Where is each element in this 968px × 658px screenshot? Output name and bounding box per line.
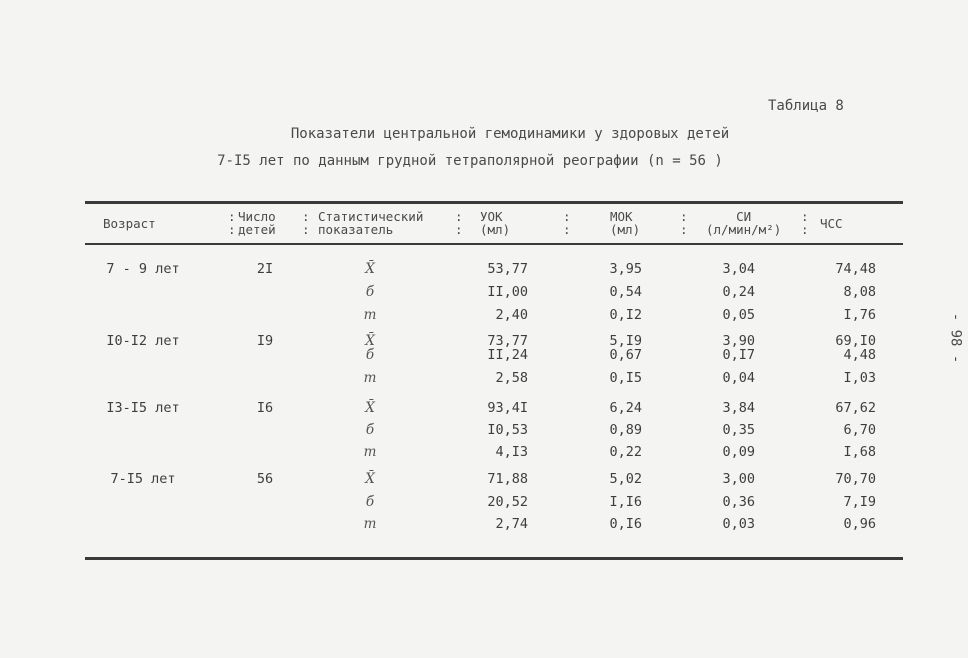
children-count: 56 [256,471,274,487]
header-separator: : : [228,209,236,237]
chss-value: 7,I9 [843,494,876,510]
header-ucv: УОК (мл) [480,209,511,237]
header-age: Возраст [103,216,156,231]
page-number: - 98 - [947,312,964,364]
header-separator: : : [801,209,809,237]
chss-value: 74,48 [835,261,876,277]
chss-value: 70,70 [835,471,876,487]
chss-value: 8,08 [843,284,876,300]
ucv-value: 2,58 [495,370,528,386]
header-count: Число детей [238,209,276,237]
table-title-line-1: Показатели центральной гемодинамики у здоровых детей [290,126,730,142]
header-chss: ЧСС [820,216,843,231]
uov-value: 0,67 [609,347,642,363]
chss-value: 67,62 [835,400,876,416]
uov-value: 3,95 [609,261,642,277]
uov-value: 0,I6 [609,516,642,532]
si-value: 0,09 [722,444,755,460]
header-separator: : : [563,209,571,237]
uov-value: 5,02 [609,471,642,487]
stat-mean-symbol: X̄ [365,400,375,416]
stat-mean-symbol: X̄ [365,333,375,349]
chss-value: I,03 [843,370,876,386]
stat-sigma-symbol: б [365,422,375,438]
table-label: Таблица 8 [768,98,844,114]
stat-m-symbol: m [363,516,377,532]
table-title-line-2: 7-I5 лет по данным грудной тетраполярной реографии (n = 56 ) [217,153,723,169]
table-bottom-rule [85,557,903,560]
age-group-label: I3-I5 лет [106,400,180,416]
ucv-value: II,00 [487,284,528,300]
si-value: 3,00 [722,471,755,487]
children-count: I6 [256,400,274,416]
ucv-value: 93,4I [487,400,528,416]
stat-m-symbol: m [363,370,377,386]
ucv-value: 2,74 [495,516,528,532]
chss-value: 6,70 [843,422,876,438]
si-value: 3,04 [722,261,755,277]
chss-value: I,68 [843,444,876,460]
stat-mean-symbol: X̄ [365,471,375,487]
table-header-rule [85,243,903,245]
uov-value: 0,54 [609,284,642,300]
ucv-value: 73,77 [487,333,528,349]
age-group-label: 7 - 9 лет [106,261,180,277]
stat-m-symbol: m [363,307,377,323]
si-value: 0,36 [722,494,755,510]
uov-value: 0,22 [609,444,642,460]
header-separator: : : [680,209,688,237]
stat-sigma-symbol: б [365,494,375,510]
uov-value: 5,I9 [609,333,642,349]
age-group-label: I0-I2 лет [106,333,180,349]
uov-value: 0,89 [609,422,642,438]
uov-value: 6,24 [609,400,642,416]
ucv-value: 4,I3 [495,444,528,460]
si-value: 0,05 [722,307,755,323]
header-separator: : : [455,209,463,237]
header-si: СИ (л/мин/м²) [706,209,782,237]
chss-value: 4,48 [843,347,876,363]
children-count: I9 [256,333,274,349]
age-group-label: 7-I5 лет [110,471,176,487]
table-top-rule [85,201,903,204]
children-count: 2I [256,261,274,277]
ucv-value: II,24 [487,347,528,363]
si-value: 0,04 [722,370,755,386]
si-value: 0,35 [722,422,755,438]
si-value: 3,84 [722,400,755,416]
stat-m-symbol: m [363,444,377,460]
header-stat: Статистический показатель [318,209,424,237]
header-separator: : : [302,209,310,237]
si-value: 0,03 [722,516,755,532]
stat-sigma-symbol: б [365,347,375,363]
chss-value: 69,I0 [835,333,876,349]
uov-value: I,I6 [609,494,642,510]
si-value: 0,24 [722,284,755,300]
chss-value: 0,96 [843,516,876,532]
si-value: 0,I7 [722,347,755,363]
uov-value: 0,I5 [609,370,642,386]
ucv-value: 2,40 [495,307,528,323]
ucv-value: 20,52 [487,494,528,510]
chss-value: I,76 [843,307,876,323]
stat-mean-symbol: X̄ [365,261,375,277]
si-value: 3,90 [722,333,755,349]
uov-value: 0,I2 [609,307,642,323]
stat-sigma-symbol: б [365,284,375,300]
ucv-value: 71,88 [487,471,528,487]
header-uov: МОК (мл) [610,209,641,237]
ucv-value: I0,53 [487,422,528,438]
ucv-value: 53,77 [487,261,528,277]
